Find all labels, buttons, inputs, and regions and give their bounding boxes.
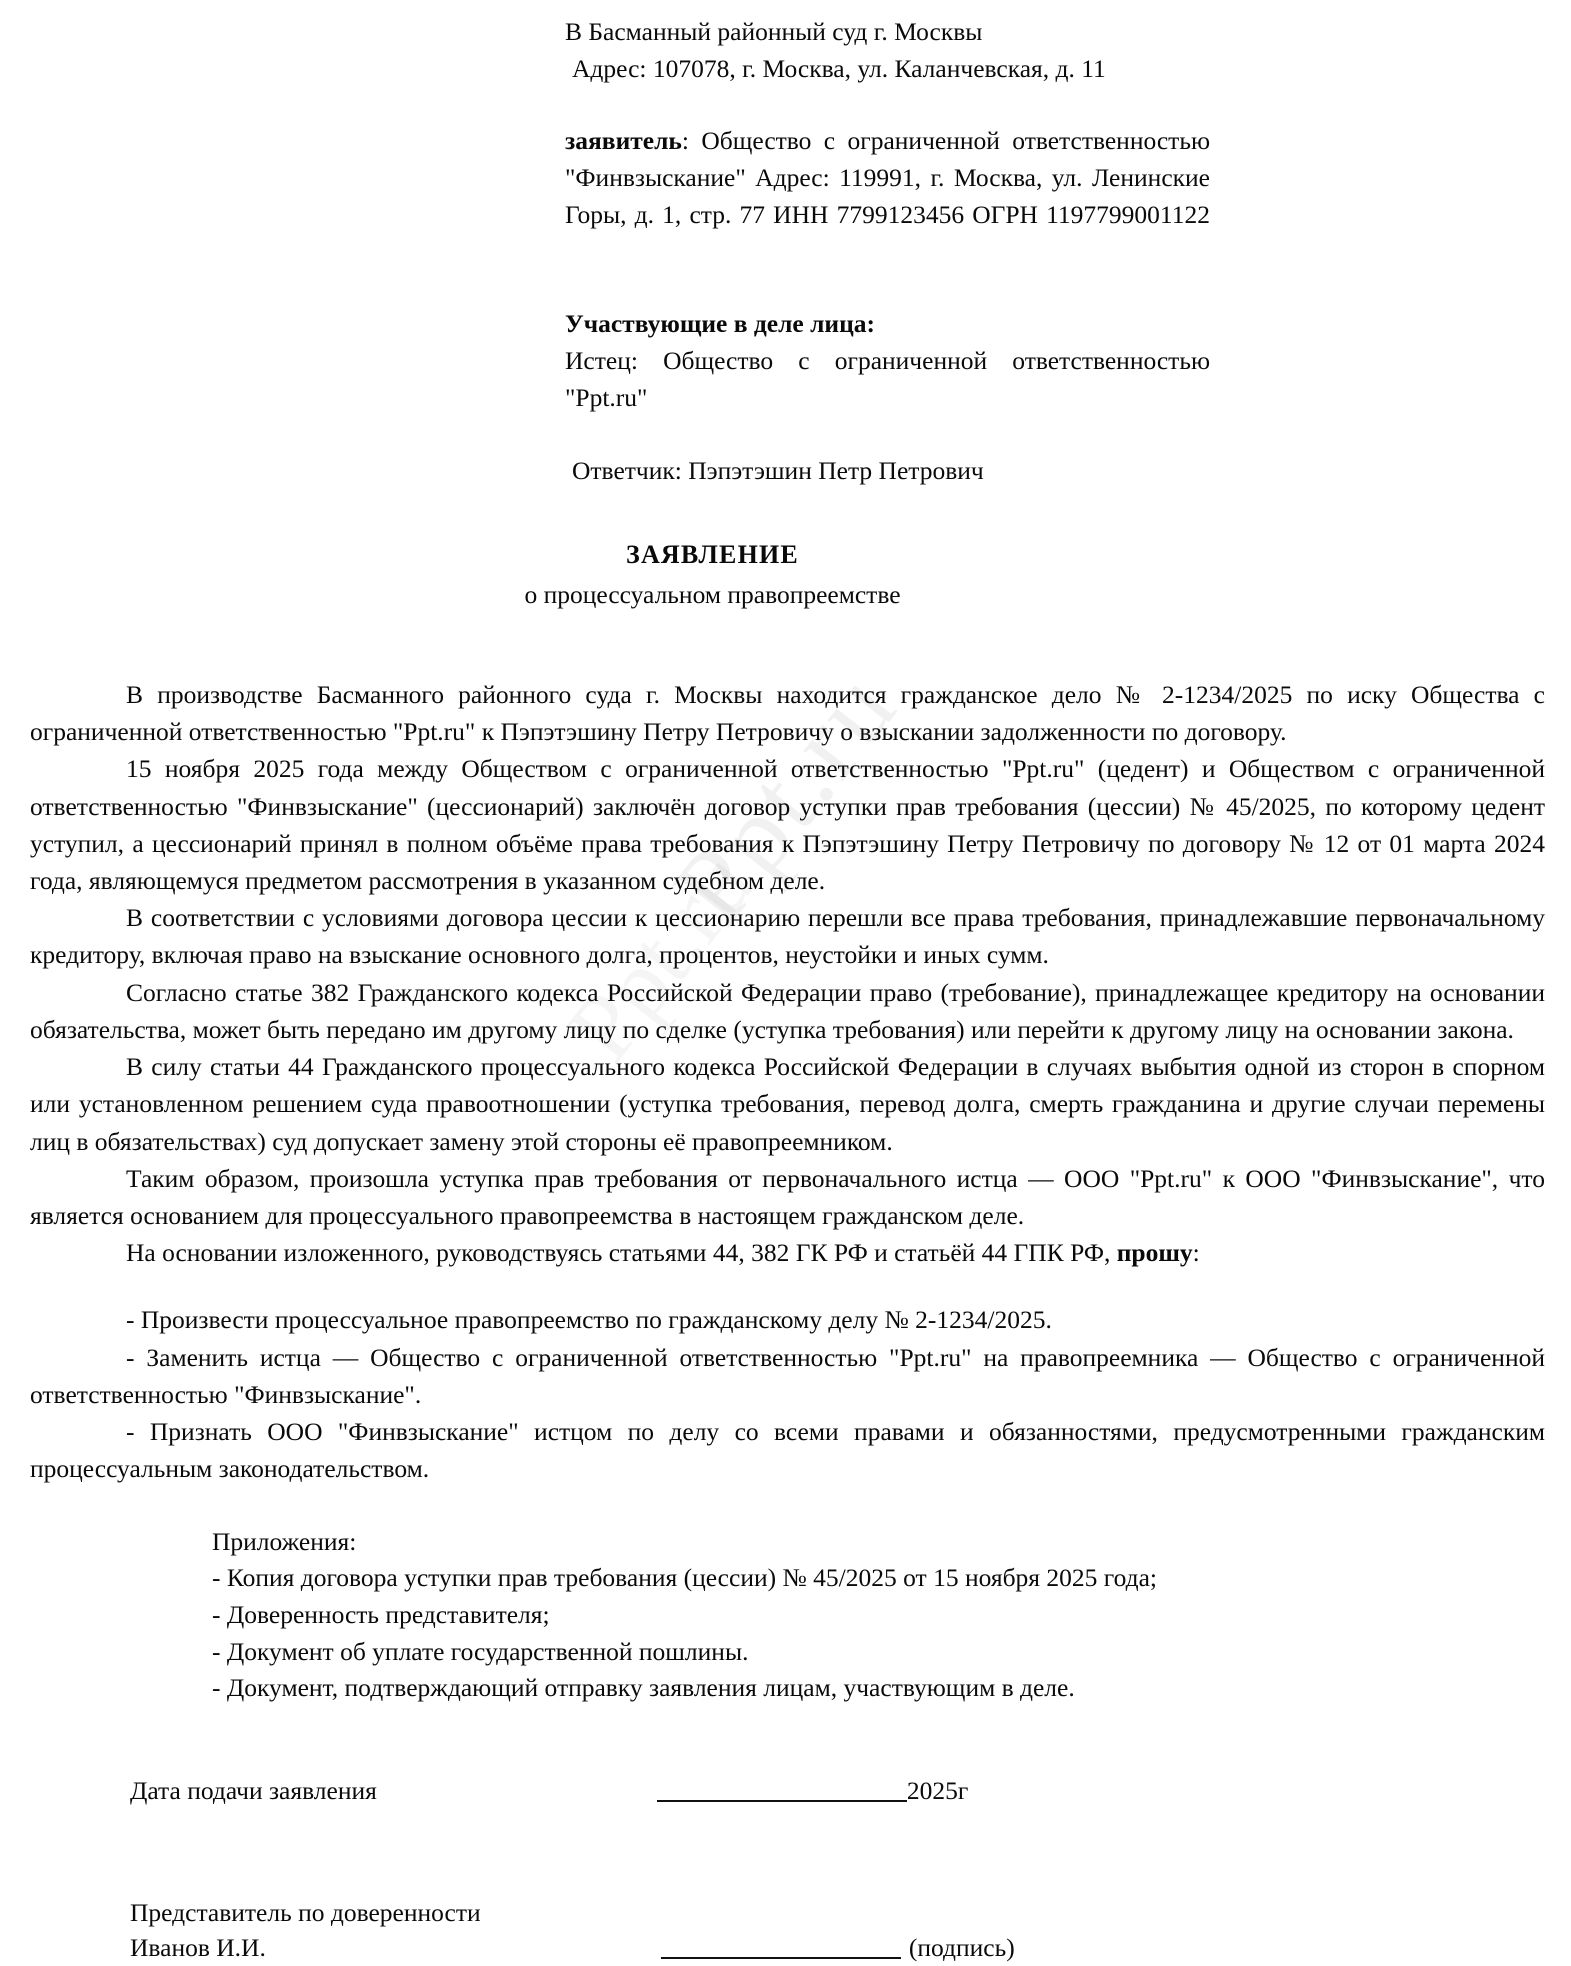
representative-title: Представитель по доверенности	[130, 1897, 481, 1927]
spacer	[30, 646, 1545, 676]
body-paragraph: Таким образом, произошла уступка прав требования от первоначального истца — ООО "Ppt.ru" к ООО "Финвзыскание", что является основанием для процессуального правопреемства в настоящем гражданском деле.	[30, 1163, 1545, 1230]
request-lead-tail: :	[1192, 1238, 1200, 1268]
request-lead-paragraph	[30, 1234, 1545, 1271]
document-title: ЗАЯВЛЕНИЕ	[626, 539, 799, 569]
applicant-label: заявитель	[565, 126, 682, 156]
signature-row	[130, 1930, 1545, 1966]
representative-block	[30, 1895, 1545, 1966]
request-lead-bold: прошу	[1116, 1238, 1193, 1268]
signature-caption: (подпись)	[908, 1933, 1015, 1963]
parties-heading	[565, 306, 1210, 343]
attachment-item: - Документ об уплате государственной пошлины.	[212, 1636, 749, 1666]
request-item: - Произвести процессуальное правопреемство по гражданскому делу № 2-1234/2025.	[126, 1305, 1052, 1335]
attachment-item: - Документ, подтверждающий отправку заявления лицам, участвующим в деле.	[212, 1673, 1075, 1703]
parties-heading-text: Участвующие в деле лица:	[565, 309, 876, 339]
representative-name: Иванов И.И.	[130, 1933, 266, 1963]
attachments-heading: Приложения:	[212, 1526, 357, 1556]
spacer	[30, 1707, 1545, 1743]
watermark-text: Ppt.ru	[650, 647, 920, 946]
spacer	[30, 610, 1545, 646]
applicant-details: : Общество с ограниченной ответственностью "Финвзыскание" Адрес: 119991, г. Москва, ул. Ленинские Горы, д. 1, стр. 77 ИНН 7799123456 ОГРН 1197799001122	[565, 126, 1210, 229]
signature-line[interactable]	[661, 1957, 901, 1959]
header-block	[565, 14, 1210, 490]
body-paragraph: Согласно статье 382 Гражданского кодекса Российской Федерации право (требование), принадлежащее кредитору на основании обязательства, может быть передано им другому лицу по сделке (уступка требования) или перейти к другому лицу на основании закона.	[30, 977, 1545, 1044]
date-row	[30, 1773, 1545, 1809]
body-paragraph: В соответствии с условиями договора цессии к цессионарию перешли все права требования, принадлежавшие первоначальному кредитору, включая право на взыскание основного долга, процентов, неустойки и иных сумм.	[30, 903, 1545, 970]
spacer	[565, 270, 1210, 306]
date-year: 2025г	[906, 1776, 969, 1806]
attachment-item: - Доверенность представителя;	[212, 1599, 550, 1629]
request-list	[30, 1301, 1545, 1487]
spacer	[30, 1881, 1545, 1895]
spacer	[30, 1743, 1545, 1773]
defendant-line: Ответчик: Пэпэтэшин Петр Петрович	[572, 456, 984, 486]
body-paragraph: В производстве Басманного районного суда г. Москвы находится гражданское дело № 2-1234/2025 по иску Общества с ограниченной ответственностью "Ppt.ru" к Пэпэтэшину Петру Петровичу о взыскании задолженности по договору.	[30, 679, 1545, 747]
date-label: Дата подачи заявления	[130, 1776, 377, 1806]
court-addressee: В Басманный районный суд г. Москвы	[565, 17, 983, 46]
applicant-paragraph	[565, 123, 1210, 270]
request-item: - Признать ООО "Финвзыскание" истцом по делу со всеми правами и обязанностями, предусмотренными гражданским процессуальным законодательством.	[30, 1417, 1545, 1484]
spacer	[30, 526, 1545, 540]
attachment-item: - Копия договора уступки прав требования (цессии) № 45/2025 от 15 ноября 2025 года;	[212, 1563, 1158, 1593]
request-item: - Заменить истца — Общество с ограниченной ответственностью "Ppt.ru" на правопреемника — Общество с ограниченной ответственностью "Финвзыскание".	[30, 1342, 1545, 1409]
body-paragraphs	[30, 676, 1545, 1272]
document-subtitle: о процессуальном правопреемстве	[524, 579, 901, 609]
court-address: Адрес: 107078, г. Москва, ул. Каланчевская, д. 11	[572, 53, 1106, 83]
body-paragraph: В силу статьи 44 Гражданского процессуального кодекса Российской Федерации в случаях выбытия одной из сторон в спорном или установленном решением суда правоотношении (уступка требования, перевод долга, смерть гражданина и другие случаи перемены лиц в обязательствах) суд допускает замену этой стороны её правопреемником.	[30, 1052, 1545, 1156]
body-paragraph: 15 ноября 2025 года между Обществом с ограниченной ответственностью "Ppt.ru" (цедент) и Обществом с ограниченной ответственностью "Финвзыскание" (цессионарий) заключён договор уступки прав требования (цессии) № 45/2025, по которому цедент уступил, а цессионарий принял в полном объёме права требования к Пэпэтэшину Петру Петровичу по договору № 12 от 01 марта 2024 года, являющемуся предметом рассмотрения в указанном судебном деле.	[30, 754, 1545, 895]
plaintiff-line: Истец: Общество с ограниченной ответственностью "Ppt.ru"	[565, 346, 1210, 412]
spacer	[30, 1271, 1545, 1301]
spacer	[30, 1845, 1545, 1881]
spacer	[565, 87, 1210, 123]
spacer	[30, 490, 1545, 526]
request-lead-plain: На основании изложенного, руководствуясь статьями 44, 382 ГК РФ и статьёй 44 ГПК РФ,	[126, 1238, 1117, 1268]
date-signature-line[interactable]	[657, 1800, 907, 1802]
spacer	[30, 1809, 1545, 1845]
attachments-block	[30, 1524, 1545, 1708]
spacer	[30, 1488, 1545, 1524]
